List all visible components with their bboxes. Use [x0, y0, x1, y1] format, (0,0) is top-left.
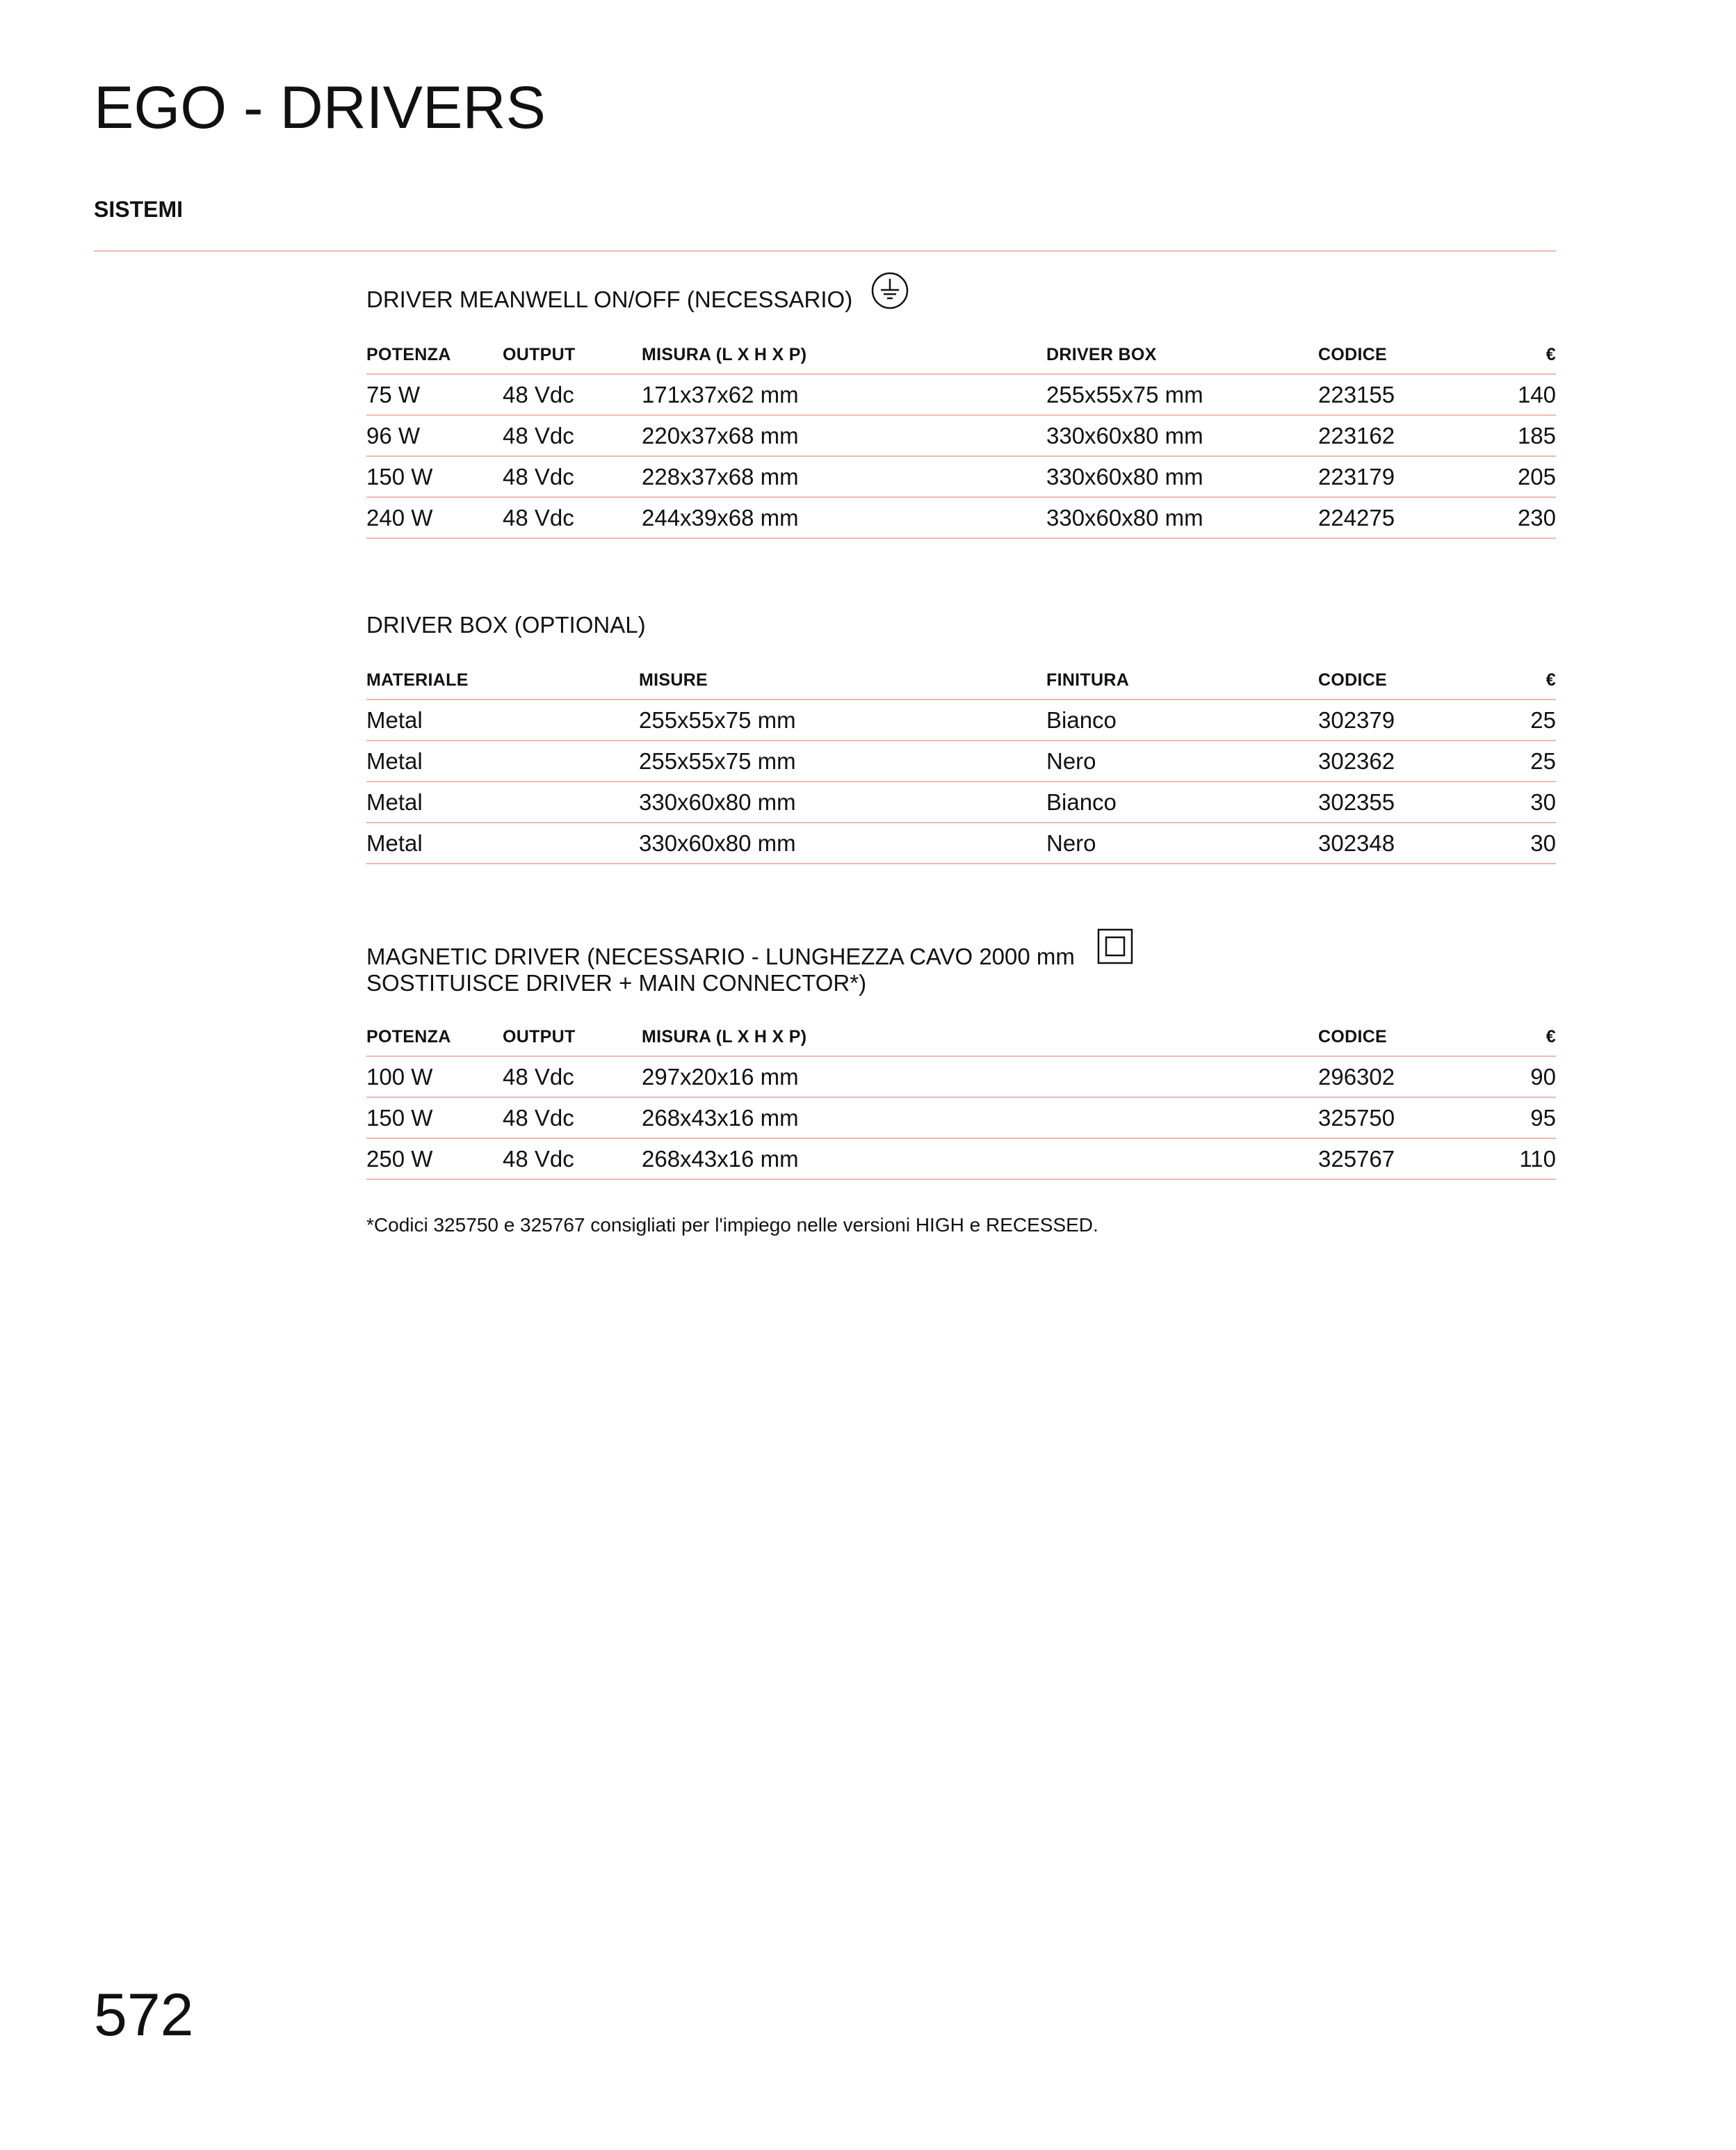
column-header: POTENZA: [366, 1028, 503, 1056]
column-header: FINITURA: [1046, 672, 1318, 700]
cell-price: 30: [1492, 823, 1556, 864]
cell-potenza: 100 W: [366, 1056, 503, 1097]
cell-misura: 244x39x68 mm: [642, 497, 1046, 538]
table-header-row: [366, 1028, 1556, 1056]
meanwell-table: [366, 346, 1556, 539]
section-label: SISTEMI: [94, 197, 184, 222]
cell-driver-box: 255x55x75 mm: [1046, 374, 1318, 415]
table-row: [366, 456, 1556, 497]
cell-price: 25: [1492, 700, 1556, 741]
column-header: CODICE: [1318, 346, 1492, 374]
column-header: POTENZA: [366, 346, 503, 374]
column-header: CODICE: [1318, 672, 1492, 700]
cell-materiale: Metal: [366, 741, 639, 782]
cell-potenza: 250 W: [366, 1138, 503, 1179]
cell-codice: 302355: [1318, 782, 1492, 823]
driver-box-title-row: [366, 612, 1556, 638]
earth-ground-icon: [870, 271, 909, 316]
cell-codice: 223155: [1318, 374, 1492, 415]
column-header: MISURA (L X H X P): [642, 1028, 1318, 1056]
column-header: DRIVER BOX: [1046, 346, 1318, 374]
cell-misura: 220x37x68 mm: [642, 415, 1046, 456]
cell-price: 95: [1492, 1097, 1556, 1138]
cell-finitura: Nero: [1046, 823, 1318, 864]
column-header: €: [1492, 1028, 1556, 1056]
page-title: EGO - DRIVERS: [94, 74, 546, 141]
table-row: [366, 415, 1556, 456]
cell-finitura: Bianco: [1046, 782, 1318, 823]
cell-codice: 224275: [1318, 497, 1492, 538]
cell-finitura: Bianco: [1046, 700, 1318, 741]
cell-output: 48 Vdc: [503, 1097, 642, 1138]
cell-codice: 325750: [1318, 1097, 1492, 1138]
column-header: OUTPUT: [503, 346, 642, 374]
cell-codice: 302348: [1318, 823, 1492, 864]
footnote: *Codici 325750 e 325767 consigliati per l'impiego nelle versioni HIGH e RECESSED.: [366, 1214, 1098, 1236]
table-row: [366, 700, 1556, 741]
cell-output: 48 Vdc: [503, 1138, 642, 1179]
cell-misure: 330x60x80 mm: [639, 823, 1046, 864]
table-row: [366, 1097, 1556, 1138]
cell-materiale: Metal: [366, 782, 639, 823]
magnetic-title: MAGNETIC DRIVER (NECESSARIO - LUNGHEZZA CAVO 2000 mm SOSTITUISCE DRIVER + MAIN CONNECTOR*): [366, 944, 1075, 996]
meanwell-driver-block: [366, 271, 1556, 539]
magnetic-table: [366, 1028, 1556, 1180]
cell-misura: 297x20x16 mm: [642, 1056, 1318, 1097]
cell-driver-box: 330x60x80 mm: [1046, 497, 1318, 538]
driver-box-title: DRIVER BOX (OPTIONAL): [366, 612, 646, 638]
magnetic-title-row: [366, 928, 1556, 996]
cell-price: 90: [1492, 1056, 1556, 1097]
cell-misure: 255x55x75 mm: [639, 741, 1046, 782]
cell-potenza: 240 W: [366, 497, 503, 538]
meanwell-title: DRIVER MEANWELL ON/OFF (NECESSARIO): [366, 286, 853, 312]
cell-misura: 268x43x16 mm: [642, 1097, 1318, 1138]
cell-output: 48 Vdc: [503, 374, 642, 415]
cell-potenza: 150 W: [366, 1097, 503, 1138]
table-row: [366, 782, 1556, 823]
magnetic-driver-block: [366, 928, 1556, 1180]
table-row: [366, 1138, 1556, 1179]
cell-price: 140: [1492, 374, 1556, 415]
cell-price: 30: [1492, 782, 1556, 823]
page-number: 572: [94, 1982, 194, 2048]
cell-codice: 302379: [1318, 700, 1492, 741]
cell-materiale: Metal: [366, 700, 639, 741]
double-insulation-icon: [1097, 928, 1133, 970]
cell-potenza: 150 W: [366, 456, 503, 497]
cell-price: 205: [1492, 456, 1556, 497]
cell-price: 185: [1492, 415, 1556, 456]
column-header: €: [1492, 346, 1556, 374]
cell-codice: 223162: [1318, 415, 1492, 456]
cell-misura: 171x37x62 mm: [642, 374, 1046, 415]
table-header-row: [366, 672, 1556, 700]
driver-box-table: [366, 672, 1556, 864]
meanwell-title-row: [366, 271, 1556, 316]
table-row: [366, 374, 1556, 415]
cell-potenza: 75 W: [366, 374, 503, 415]
column-header: MISURA (L X H X P): [642, 346, 1046, 374]
column-header: MISURE: [639, 672, 1046, 700]
driver-box-block: [366, 612, 1556, 864]
column-header: OUTPUT: [503, 1028, 642, 1056]
cell-codice: 302362: [1318, 741, 1492, 782]
table-row: [366, 741, 1556, 782]
cell-finitura: Nero: [1046, 741, 1318, 782]
table-row: [366, 1056, 1556, 1097]
cell-materiale: Metal: [366, 823, 639, 864]
cell-misure: 330x60x80 mm: [639, 782, 1046, 823]
column-header: CODICE: [1318, 1028, 1492, 1056]
cell-output: 48 Vdc: [503, 415, 642, 456]
cell-codice: 223179: [1318, 456, 1492, 497]
section-divider: [94, 250, 1556, 252]
cell-price: 25: [1492, 741, 1556, 782]
column-header: €: [1492, 672, 1556, 700]
cell-codice: 296302: [1318, 1056, 1492, 1097]
cell-price: 230: [1492, 497, 1556, 538]
cell-output: 48 Vdc: [503, 497, 642, 538]
cell-misura: 268x43x16 mm: [642, 1138, 1318, 1179]
table-header-row: [366, 346, 1556, 374]
column-header: MATERIALE: [366, 672, 639, 700]
cell-driver-box: 330x60x80 mm: [1046, 456, 1318, 497]
cell-misure: 255x55x75 mm: [639, 700, 1046, 741]
table-row: [366, 497, 1556, 538]
cell-misura: 228x37x68 mm: [642, 456, 1046, 497]
cell-output: 48 Vdc: [503, 456, 642, 497]
cell-codice: 325767: [1318, 1138, 1492, 1179]
cell-price: 110: [1492, 1138, 1556, 1179]
cell-driver-box: 330x60x80 mm: [1046, 415, 1318, 456]
cell-output: 48 Vdc: [503, 1056, 642, 1097]
table-row: [366, 823, 1556, 864]
cell-potenza: 96 W: [366, 415, 503, 456]
